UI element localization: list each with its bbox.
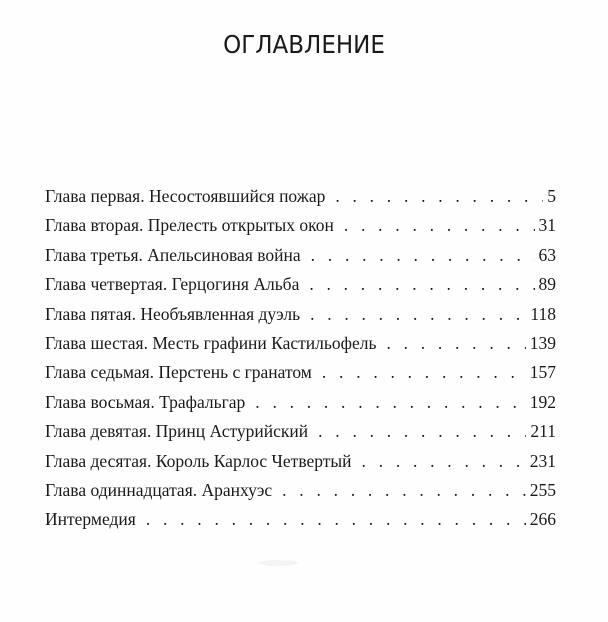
toc-leader-dots (322, 358, 526, 387)
toc-entry-page: 89 (538, 274, 556, 295)
toc-entry (45, 447, 556, 476)
toc-leader-dots (311, 241, 535, 270)
toc-entry-page: 118 (530, 303, 556, 324)
toc-entry-page: 5 (547, 186, 556, 206)
toc-leader-dots (362, 447, 526, 476)
toc-entry (45, 476, 556, 505)
toc-entry-page: 192 (529, 391, 556, 412)
toc-entry-page: 157 (529, 362, 556, 383)
toc-leader-dots (282, 476, 526, 505)
toc-entry-page: 31 (538, 215, 556, 236)
toc-entry-title: Глава четвертая. Герцогиня Альба (45, 274, 300, 295)
table-of-contents (45, 182, 556, 535)
toc-entry-page: 231 (529, 450, 556, 471)
toc-entry (45, 358, 556, 387)
toc-entry-page: 255 (529, 479, 556, 500)
page-title: ОГЛАВЛЕНИЕ (223, 30, 385, 59)
toc-entry (45, 241, 556, 270)
toc-entry-title: Глава третья. Апельсиновая война (45, 244, 301, 265)
toc-entry-title: Глава девятая. Принц Астурийский (45, 421, 309, 442)
toc-leader-dots (255, 388, 525, 417)
toc-entry-title: Глава одиннадцатая. Аранхуэс (45, 479, 273, 500)
toc-entry-title: Глава первая. Несостоявшийся пожар (45, 186, 326, 206)
toc-entry-page: 63 (538, 244, 556, 265)
toc-entry (45, 182, 556, 211)
toc-entry-title: Глава вторая. Прелесть открытых окон (45, 215, 334, 236)
toc-entry-title: Глава шестая. Месть графини Кастильофель (45, 332, 377, 353)
toc-entry (45, 300, 556, 329)
toc-entry-title: Глава пятая. Необъявленная дуэль (45, 303, 301, 324)
toc-entry-page: 139 (529, 332, 556, 353)
toc-entry-page: 266 (529, 509, 556, 530)
toc-entry-title: Глава десятая. Король Карлос Четвертый (45, 450, 352, 471)
toc-leader-dots (386, 329, 525, 358)
toc-entry (45, 417, 556, 446)
toc-entry (45, 270, 556, 299)
toc-leader-dots (309, 270, 534, 299)
toc-leader-dots (335, 182, 543, 211)
toc-entry-page: 211 (530, 421, 556, 442)
toc-entry-title: Интермедия (45, 509, 136, 530)
toc-leader-dots (146, 505, 526, 534)
toc-entry (45, 505, 556, 534)
toc-leader-dots (310, 300, 526, 329)
toc-entry-title: Глава восьмая. Трафальгар (45, 391, 246, 412)
toc-leader-dots (344, 211, 535, 240)
toc-entry (45, 388, 556, 417)
paper-smudge (258, 560, 298, 566)
toc-entry (45, 329, 556, 358)
toc-leader-dots (318, 417, 526, 446)
toc-entry-title: Глава седьмая. Перстень с гранатом (45, 362, 312, 383)
toc-entry (45, 211, 556, 240)
